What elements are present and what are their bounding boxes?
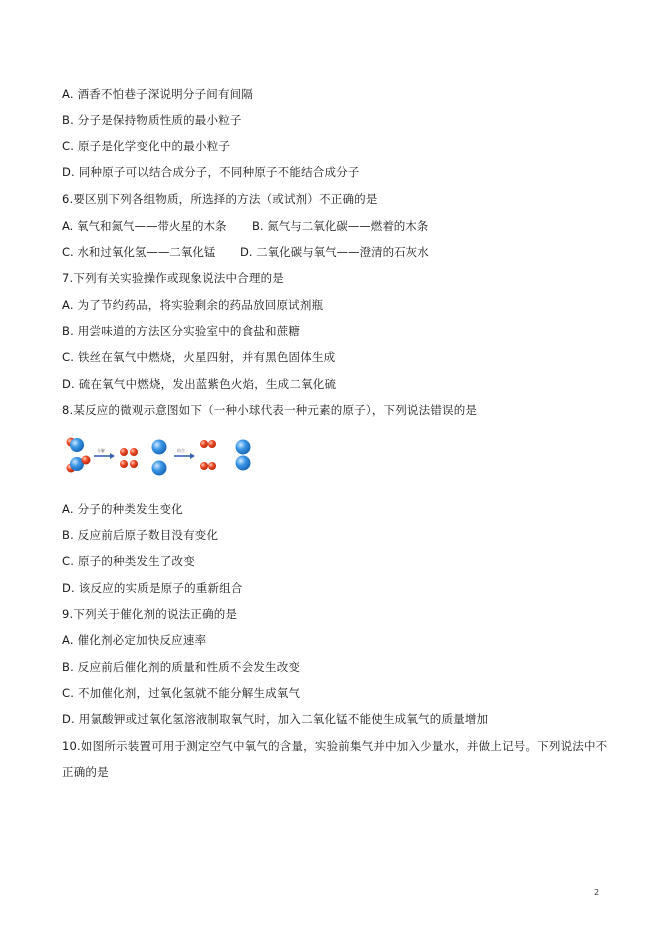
q7-option-a: A. 为了节约药品，将实验剩余的药品放回原试剂瓶 [62,298,324,312]
arrow-2-label: 结合 [177,448,185,453]
reaction-diagram [62,430,262,480]
q9-option-c: C. 不加催化剂，过氧化氢就不能分解生成氧气 [62,686,301,700]
arrow-1 [94,447,115,459]
q6-option-b: B. 氮气与二氧化碳——燃着的木条 [252,219,429,233]
product-molecules [200,440,251,471]
q6-option-d: D. 二氧化碳与氧气——澄清的石灰水 [240,245,429,259]
q9-option-d: D. 用氯酸钾或过氧化氢溶液制取氧气时，加入二氧化锰不能使生成氧气的质量增加 [62,712,489,726]
reactant-molecules [67,438,91,473]
q9-option-b: B. 反应前后催化剂的质量和性质不会发生改变 [62,660,301,674]
question-7: 7.下列有关实验操作或现象说法中合理的是 [62,271,284,285]
q8-option-b: B. 反应前后原子数目没有变化 [62,528,219,542]
q6-option-c: C. 水和过氧化氢——二氧化锰 [62,245,216,259]
option-b: B. 分子是保持物质性质的最小粒子 [62,113,242,127]
q9-option-a: A. 催化剂必定加快反应速率 [62,633,207,647]
q8-option-c: C. 原子的种类发生了改变 [62,554,195,568]
option-a: A. 酒香不怕巷子深说明分子间有间隔 [62,87,254,101]
question-6: 6.要区别下列各组物质，所选择的方法（或试剂）不正确的是 [62,192,378,206]
page-number: 2 [594,888,600,897]
q8-option-a: A. 分子的种类发生变化 [62,502,183,516]
option-c: C. 原子是化学变化中的最小粒子 [62,139,231,153]
q6-option-a: A. 氧气和氮气——带火星的木条 [62,219,227,233]
question-10-continued: 正确的是 [62,765,109,779]
arrow-2 [174,447,195,459]
q7-option-d: D. 硫在氧气中燃烧，发出蓝紫色火焰，生成二氧化硫 [62,377,337,391]
arrow-1-label: 分解 [97,448,105,453]
separated-atoms [120,440,167,476]
q8-option-d: D. 该反应的实质是原子的重新组合 [62,581,243,595]
q7-option-c: C. 铁丝在氧气中燃烧，火星四射，并有黑色固体生成 [62,350,336,364]
question-10: 10.如图所示装置可用于测定空气中氧气的含量，实验前集气并中加入少量水，并做上记号。下列说法中不 [62,739,608,753]
question-8: 8.某反应的微观示意图如下（一种小球代表一种元素的原子），下列说法错误的是 [62,403,478,417]
option-d: D. 同种原子可以结合成分子，不同种原子不能结合成分子 [62,165,360,179]
q7-option-b: B. 用尝味道的方法区分实验室中的食盐和蔗糖 [62,324,301,338]
question-9: 9.下列关于催化剂的说法正确的是 [62,607,238,621]
